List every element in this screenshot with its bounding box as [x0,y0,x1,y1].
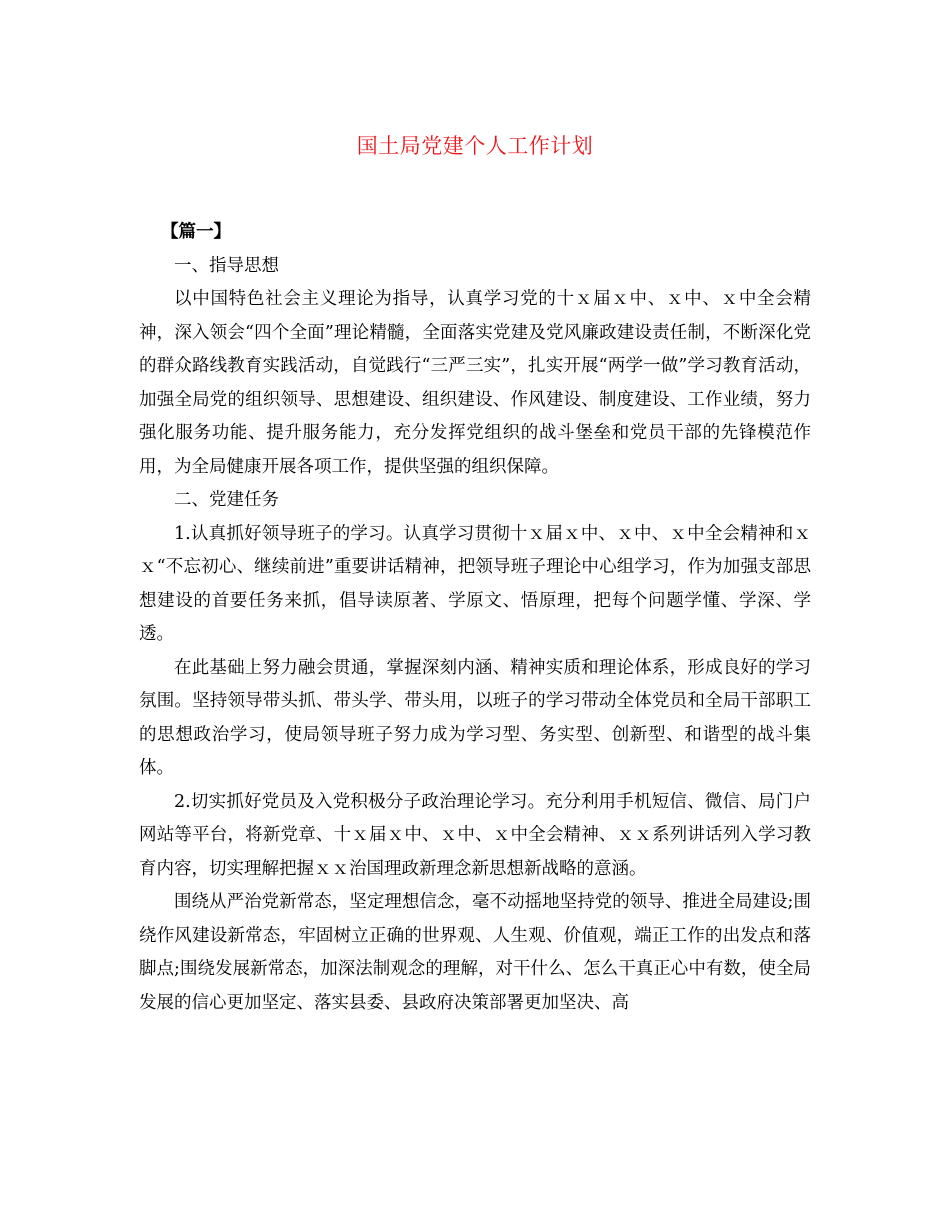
paragraph-task-2: 2.切实抓好党员及入党积极分子政治理论学习。充分利用手机短信、微信、局门户网站等平台，将新党章、十ｘ届ｘ中、ｘ中、ｘ中全会精神、ｘｘ系列讲话列入学习教育内容，切实理解把握ｘｘ治国理政新理念新思想新战略的意涵。 [139,791,811,879]
document-title: 国土局党建个人工作计划 [356,134,594,158]
paragraph-task-2-continued: 围绕从严治党新常态，坚定理想信念，毫不动摇地坚持党的领导、推进全局建设;围绕作风建设新常态，牢固树立正确的世界观、人生观、价值观，端正工作的出发点和落脚点;围绕发展新常态，加深法制观念的理解，对干什么、怎么干真正心中有数，使全局发展的信心更加坚定、落实县委、县政府决策部署更加坚决、高 [139,892,811,1013]
section-heading-party-tasks: 二、党建任务 [174,490,279,510]
paragraph-guiding-thought: 以中国特色社会主义理论为指导，认真学习党的十ｘ届ｘ中、ｘ中、ｘ中全会精神，深入领会“四个全面”理论精髓，全面落实党建及党风廉政建设责任制，不断深化党的群众路线教育实践活动，自觉践行“三严三实”，扎实开展“两学一做”学习教育活动，加强全局党的组织领导、思想建设、组织建设、作风建设、制度建设、工作业绩，努力强化服务功能、提升服务能力，充分发挥党组织的战斗堡垒和党员干部的先锋模范作用，为全局健康开展各项工作，提供坚强的组织保障。 [139,289,811,477]
paragraph-task-1-continued: 在此基础上努力融会贯通，掌握深刻内涵、精神实质和理论体系，形成良好的学习氛围。坚持领导带头抓、带头学、带头用，以班子的学习带动全体党员和全局干部职工的思想政治学习，使局领导班子努力成为学习型、务实型、创新型、和谐型的战斗集体。 [139,657,811,778]
section-tag: 【篇一】 [161,222,231,242]
section-heading-guiding-thought: 一、指导思想 [174,255,279,276]
document-body [139,216,811,1020]
paragraph-task-1: 1.认真抓好领导班子的学习。认真学习贯彻十ｘ届ｘ中、ｘ中、ｘ中全会精神和ｘｘ“不忘初心、继续前进”重要讲话精神，把领导班子理论中心组学习，作为加强支部思想建设的首要任务来抓，倡导读原著、学原文、悟原理，把每个问题学懂、学深、学透。 [139,523,811,644]
